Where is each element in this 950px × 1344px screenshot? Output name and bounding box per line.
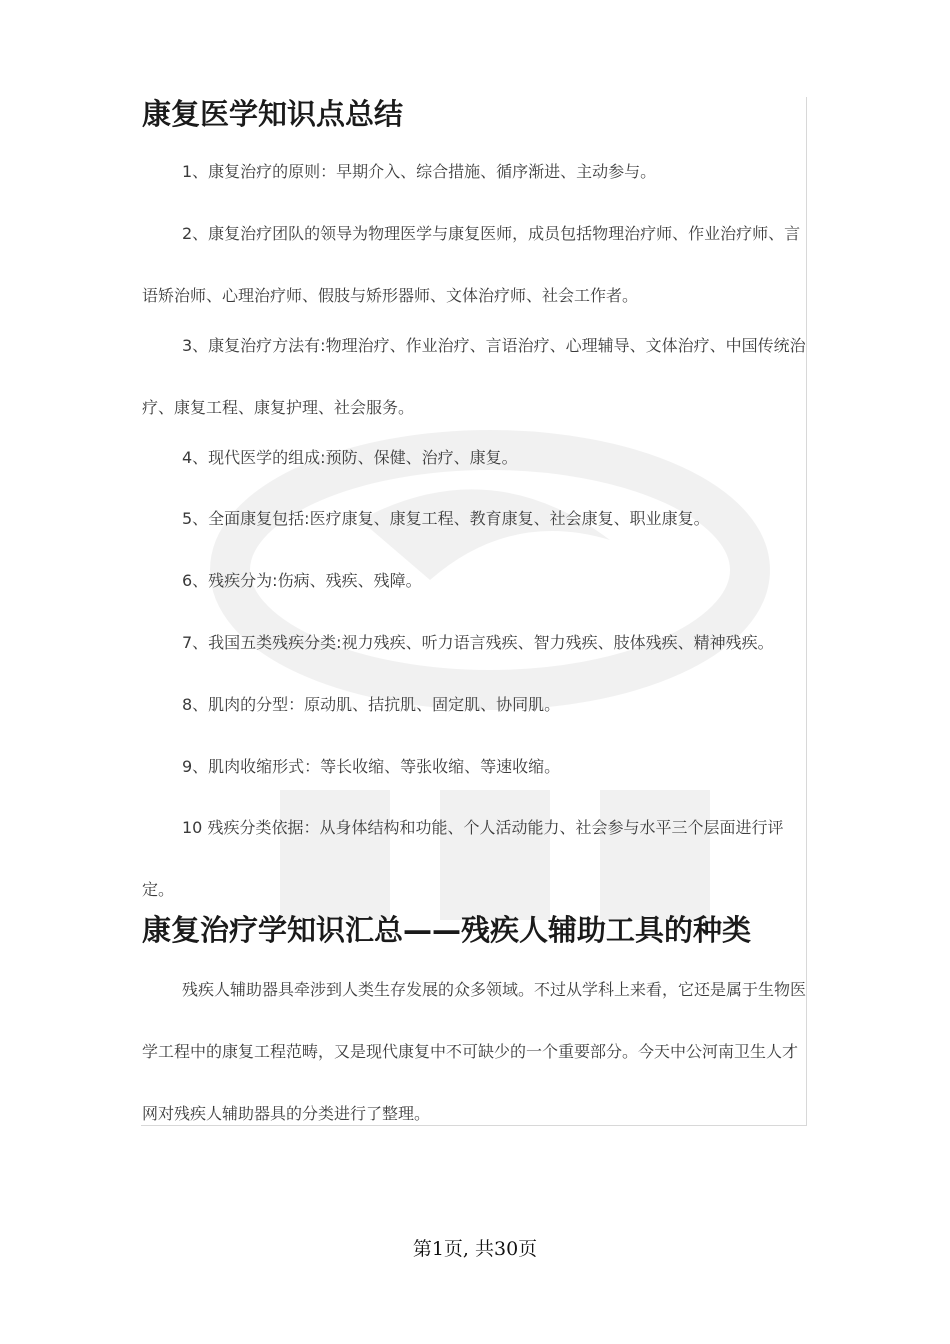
list-item: 1、康复治疗的原则：早期介入、综合措施、循序渐进、主动参与。	[182, 162, 657, 181]
section2-paragraph: 残疾人辅助器具牵涉到人类生存发展的众多领域。不过从学科上来看，它还是属于生物医学工程中的康复工程范畴，又是现代康复中不可缺少的一个重要部分。今天中公河南卫生人才网对残疾人辅助器具的分类进行了整理。	[142, 980, 807, 1123]
list-item: 7、我国五类残疾分类:视力残疾、听力语言残疾、智力残疾、肢体残疾、精神残疾。	[182, 633, 774, 652]
list-item: 5、全面康复包括:医疗康复、康复工程、教育康复、社会康复、职业康复。	[182, 509, 710, 528]
list-item: 9、肌肉收缩形式：等长收缩、等张收缩、等速收缩。	[182, 757, 561, 776]
list-item: 8、肌肉的分型：原动肌、拮抗肌、固定肌、协同肌。	[182, 695, 561, 714]
section2-title: 康复治疗学知识汇总——残疾人辅助工具的种类	[142, 913, 752, 947]
list-item: 10 残疾分类依据：从身体结构和功能、个人活动能力、社会参与水平三个层面进行评定。	[142, 818, 784, 899]
list-item: 6、残疾分为:伤病、残疾、残障。	[182, 571, 422, 590]
page-number: 第1页, 共30页	[412, 1238, 538, 1260]
list-item: 3、康复治疗方法有:物理治疗、作业治疗、言语治疗、心理辅导、文体治疗、中国传统治疗、康复工程、康复护理、社会服务。	[142, 336, 806, 417]
section1-title: 康复医学知识点总结	[142, 97, 404, 131]
list-item: 2、康复治疗团队的领导为物理医学与康复医师，成员包括物理治疗师、作业治疗师、言语矫治师、心理治疗师、假肢与矫形器师、文体治疗师、社会工作者。	[142, 224, 801, 305]
list-item: 4、现代医学的组成:预防、保健、治疗、康复。	[182, 448, 518, 467]
